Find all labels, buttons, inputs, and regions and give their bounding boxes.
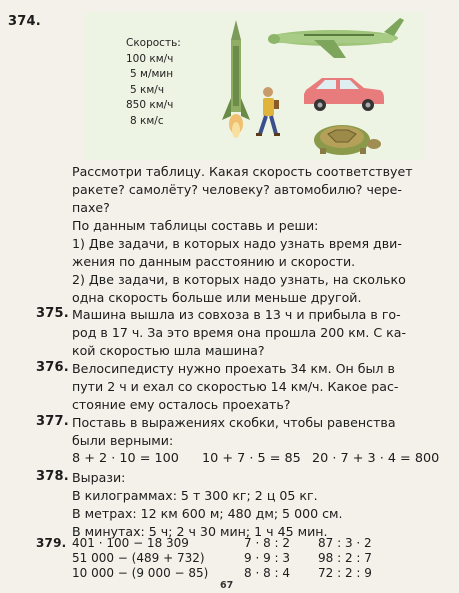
speed-value: 5 км/ч (130, 83, 165, 96)
p379-expression: 8 · 8 : 4 (244, 566, 291, 580)
p379-expression: 401 · 100 − 18 309 (72, 536, 189, 550)
p377-expression: 10 + 7 · 5 = 85 (202, 451, 301, 466)
speeds-title: Скорость: (126, 37, 181, 49)
p374-line: По данным таблицы составь и реши: (72, 218, 319, 233)
p375-line: Машина вышла из совхоза в 13 ч и прибыла в го- (72, 307, 401, 322)
speeds-table (126, 36, 206, 129)
p377-expression: 8 + 2 · 10 = 100 (72, 451, 179, 466)
p377-expression: 20 · 7 + 3 · 4 = 800 (312, 451, 440, 466)
p378-line: В метрах: 12 км 600 м; 480 дм; 5 000 см. (72, 506, 343, 521)
speed-value: 8 км/с (130, 114, 164, 127)
p379-expression: 51 000 − (489 + 732) (72, 551, 205, 565)
speed-value: 850 км/ч (126, 99, 174, 111)
problem-number-374: 374. (8, 14, 41, 29)
p379-expression: 98 : 2 : 7 (318, 551, 372, 565)
p377-line: Поставь в выражениях скобки, чтобы равенства (72, 415, 396, 430)
p374-line: одна скорость больше или меньше другой. (72, 290, 362, 305)
problem-number-379: 379. (36, 536, 67, 550)
p379-expression: 87 : 3 · 2 (318, 536, 372, 550)
speed-value: 100 км/ч (126, 52, 174, 65)
p378-line: В килограммах: 5 т 300 кг; 2 ц 05 кг. (72, 488, 318, 503)
p379-expression: 7 · 8 : 2 (244, 536, 291, 550)
p375-line: род в 17 ч. За это время она прошла 200 км. С ка- (72, 325, 407, 340)
p376-line: стояние ему осталось проехать? (72, 397, 291, 412)
p378-line: В минутах: 5 ч; 2 ч 30 мин; 1 ч 45 мин. (72, 524, 328, 539)
p374-line: ракете? самолёту? человеку? автомобилю? чере- (72, 182, 402, 197)
p376-line: Велосипедисту нужно проехать 34 км. Он был в (72, 361, 395, 376)
p374-line: 1) Две задачи, в которых надо узнать время дви- (72, 236, 402, 251)
p375-line: кой скоростью шла машина? (72, 343, 265, 358)
p379-expression: 10 000 − (9 000 − 85) (72, 566, 209, 580)
p379-expression: 9 · 9 : 3 (244, 551, 291, 565)
problem-number-375: 375. (36, 306, 69, 321)
problem-number-378: 378. (36, 469, 69, 484)
p374-line: 2) Две задачи, в которых надо узнать, на сколько (72, 272, 406, 287)
page-number: 67 (220, 580, 234, 591)
rocket-icon (222, 20, 250, 138)
speed-value: 5 м/мин (130, 68, 174, 80)
p377-line: были верными: (72, 433, 174, 448)
p379-expression: 72 : 2 : 9 (318, 566, 372, 580)
airplane-icon (268, 18, 404, 58)
p376-line: пути 2 ч и ехал со скоростью 14 км/ч. Какое рас- (72, 379, 399, 394)
problem-number-376: 376. (36, 360, 69, 375)
p374-line: пахе? (72, 200, 110, 215)
walking-man-icon (256, 87, 280, 136)
car-icon (304, 78, 384, 111)
turtle-icon (314, 125, 381, 155)
p378-line: Вырази: (72, 470, 126, 485)
p374-line: Рассмотри таблицу. Какая скорость соответствует (72, 164, 413, 179)
p374-line: жения по данным расстоянию и скорости. (72, 254, 356, 269)
problem-number-377: 377. (36, 414, 69, 429)
